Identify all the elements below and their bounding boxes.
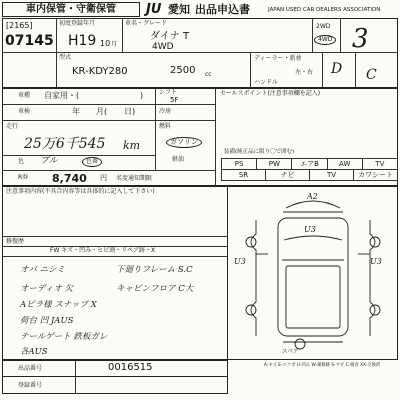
damage-mark: U3: [234, 257, 246, 266]
shift-value: 5F: [170, 96, 179, 104]
car-name-label: 車名・グレード: [125, 20, 168, 27]
color-label: 色: [18, 158, 25, 165]
registration-number-label: 登録番号: [18, 382, 43, 389]
aircon-label: 冷房: [159, 108, 172, 115]
note-line: オーディオ 欠: [20, 284, 74, 294]
shift-label: シフト: [159, 89, 178, 96]
front-view-outline: [286, 201, 340, 208]
bed-outline: [286, 266, 340, 328]
storage-label: 車内保管・守衛保管: [26, 4, 116, 15]
exterior-grade: C: [366, 67, 377, 83]
fw-label: FW キズ・凹み・ヒビ割・リペア跡・X: [50, 247, 156, 254]
top-table: [2, 18, 398, 88]
damage-mark: U3: [370, 257, 382, 266]
fuel-diesel: 軽油: [172, 156, 185, 163]
equipment-airbag: エアB: [291, 158, 327, 170]
damage-mark: A2: [307, 192, 318, 201]
association-name: JAPAN USED CAR DEALERS ASSOCIATION: [268, 7, 381, 13]
note-line: 下廻りフレーム S.C: [116, 265, 193, 275]
registration-year: H19: [68, 33, 97, 49]
repair-history-label: 修復歴: [6, 238, 25, 245]
lot-number: 07145: [5, 33, 54, 49]
usage-value: 自家用・(: [44, 91, 80, 100]
note-line: キャビンフロア C大: [116, 284, 194, 294]
usage-label: 車種: [18, 92, 31, 99]
fuel-label: 燃料: [159, 123, 172, 130]
lot-number-value: 0016515: [108, 362, 153, 373]
lot-number-label: 出品番号: [18, 365, 43, 372]
handle-label: ハンドル: [254, 79, 279, 86]
inspection-label: 車検: [18, 108, 31, 115]
inspection-day-unit: 日): [124, 107, 136, 116]
equipment-leather-seat: カワシート: [353, 169, 398, 181]
mileage-label: 走行: [6, 123, 19, 130]
damage-legend: A-キズ E-エクボ U-凹み W-補修跡 S-サビ C-腐食 XX-交換済: [264, 363, 381, 368]
first-registration-label: 初度登録年月: [59, 20, 96, 27]
mileage-value: 25万6千545: [24, 136, 106, 152]
equipment-pw: PW: [256, 158, 292, 170]
car-name: ダイナ T: [150, 31, 190, 42]
windshield-line: [284, 236, 342, 240]
model-label: 型式: [59, 54, 72, 61]
displacement: 2500: [170, 65, 196, 76]
recycle-label: R券: [18, 174, 29, 181]
recycle-amount: 8,740: [52, 172, 87, 185]
displacement-unit: cc: [205, 71, 212, 78]
note-line: Aピラ様 スナップ X: [20, 300, 97, 310]
drive-option-4wd-circled: 4WD: [314, 35, 336, 45]
storage-box: [2, 2, 140, 17]
car-grade: 4WD: [152, 42, 174, 52]
form-title: 出品申込書: [195, 3, 250, 16]
note-line: 荷台 凹 JAUS: [20, 316, 74, 326]
drive-option-2wd: 2WD: [316, 23, 331, 30]
damage-mark: U3: [304, 225, 316, 234]
fuel-gasoline-circled: ガソリン: [166, 137, 202, 148]
handle-options: 左・右: [295, 69, 314, 76]
model-code: KR-KDY280: [72, 66, 128, 77]
equipment-ps: PS: [221, 158, 257, 170]
color-value: ブル: [40, 156, 58, 166]
org-name: 愛知: [168, 3, 190, 16]
equipment-label: 装備(純正品に限り〇で囲む): [224, 149, 295, 155]
usage-close: ): [140, 91, 144, 100]
equipment-tv: TV: [362, 158, 398, 170]
registration-month: 10: [100, 39, 111, 48]
sales-point-label: セールスポイント(注意事項欄を記入): [220, 90, 321, 97]
notes-label: 注意事項内容(不具合内容等は具体的に記入して下さい): [6, 188, 155, 195]
car-damage-diagram: [228, 190, 398, 358]
dealer-label: ディーラー・新並: [254, 55, 302, 62]
equipment-row: [222, 169, 398, 181]
spare-label: スペア: [282, 349, 299, 355]
interior-grade: D: [331, 61, 343, 77]
name-change-deadline-label: 名変通知期限: [116, 175, 153, 182]
note-line: テールゲート 鉄板ガレ: [20, 332, 108, 342]
recycle-unit: 円: [100, 174, 107, 182]
lot-code: [2165]: [6, 21, 33, 30]
spare-tire-icon: [295, 339, 305, 349]
equipment-aw: AW: [327, 158, 363, 170]
registration-month-unit: 月: [111, 41, 118, 48]
inspection-year-unit: 年: [72, 107, 80, 116]
note-line: 各AUS: [20, 347, 48, 357]
mileage-unit: km: [123, 139, 141, 152]
ju-logo: JU: [146, 2, 162, 17]
equipment-tv: TV: [309, 169, 354, 181]
equipment-navi: ナビ: [265, 169, 310, 181]
inspection-month-unit: 月(: [96, 107, 108, 116]
color-code-label: 色番: [82, 157, 102, 167]
note-line: オバ ニシミ: [20, 265, 66, 275]
overall-score: 3: [352, 24, 369, 54]
equipment-sr: SR: [221, 169, 266, 181]
